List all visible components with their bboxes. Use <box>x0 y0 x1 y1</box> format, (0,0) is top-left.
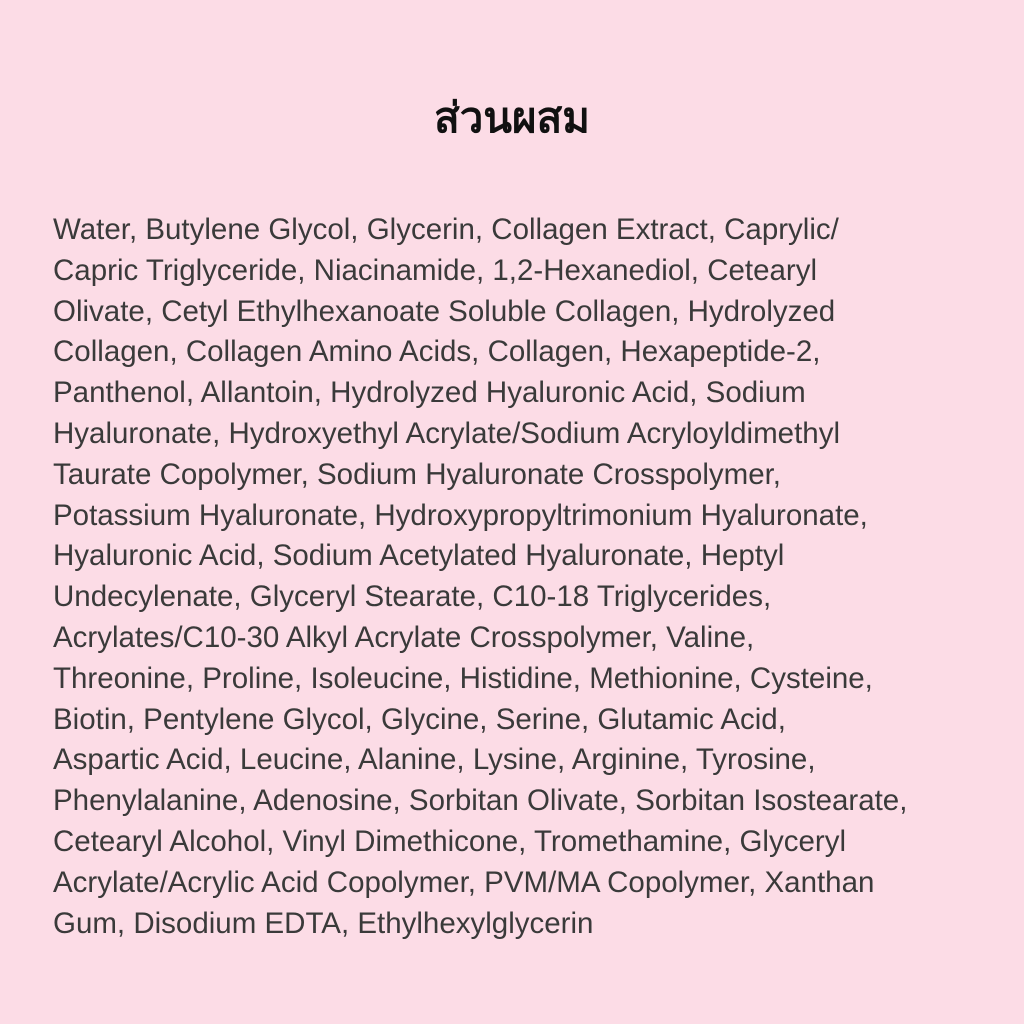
page-title: ส่วนผสม <box>434 93 590 142</box>
ingredients-line: Threonine, Proline, Isoleucine, Histidine, Methionine, Cysteine, <box>53 661 873 695</box>
ingredients-line: Acrylates/C10-30 Alkyl Acrylate Crosspolymer, Valine, <box>53 620 755 654</box>
ingredients-line: Gum, Disodium EDTA, Ethylhexylglycerin <box>53 906 594 940</box>
ingredients-line: Aspartic Acid, Leucine, Alanine, Lysine, Arginine, Tyrosine, <box>53 743 816 777</box>
ingredients-line: Cetearyl Alcohol, Vinyl Dimethicone, Tromethamine, Glyceryl <box>53 824 846 858</box>
ingredients-line: Potassium Hyaluronate, Hydroxypropyltrimonium Hyaluronate, <box>53 498 868 532</box>
ingredients-line: Biotin, Pentylene Glycol, Glycine, Serine, Glutamic Acid, <box>53 702 786 736</box>
ingredients-line: Panthenol, Allantoin, Hydrolyzed Hyaluronic Acid, Sodium <box>53 376 806 410</box>
ingredients-line: Olivate, Cetyl Ethylhexanoate Soluble Collagen, Hydrolyzed <box>53 294 836 328</box>
ingredients-line: Water, Butylene Glycol, Glycerin, Collagen Extract, Caprylic/ <box>53 213 839 246</box>
ingredients-line: Acrylate/Acrylic Acid Copolymer, PVM/MA Copolymer, Xanthan <box>53 865 875 899</box>
ingredients-line: Hyaluronate, Hydroxyethyl Acrylate/Sodium Acryloyldimethyl <box>53 416 840 450</box>
ingredients-line: Taurate Copolymer, Sodium Hyaluronate Crosspolymer, <box>53 457 781 491</box>
ingredients-line: Collagen, Collagen Amino Acids, Collagen, Hexapeptide-2, <box>53 335 821 369</box>
ingredients-line: Undecylenate, Glyceryl Stearate, C10-18 Triglycerides, <box>53 580 772 614</box>
ingredients-list <box>53 210 993 944</box>
ingredients-line: Hyaluronic Acid, Sodium Acetylated Hyaluronate, Heptyl <box>53 539 785 573</box>
ingredients-line: Capric Triglyceride, Niacinamide, 1,2-Hexanediol, Cetearyl <box>53 253 818 287</box>
ingredients-line: Phenylalanine, Adenosine, Sorbitan Olivate, Sorbitan Isostearate, <box>53 784 908 818</box>
